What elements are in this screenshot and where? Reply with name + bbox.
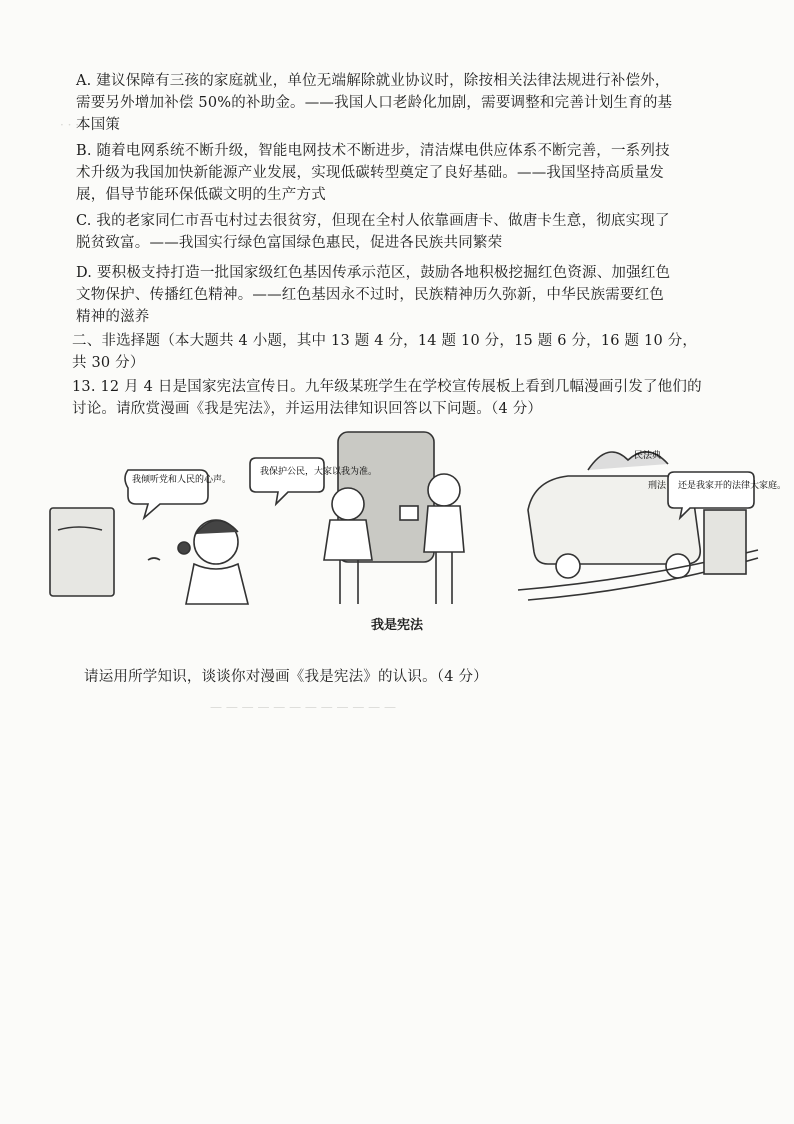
option-c-line-2: 脱贫致富。——我国实行绿色富国绿色惠民，促进各民族共同繁荣 — [76, 235, 503, 251]
bleed-through-lines: — — — — — — — — — — — — — [210, 700, 396, 714]
constitution-book-3 — [704, 510, 746, 574]
bubble-1-text: 我倾听党和人民的心声。 — [132, 475, 232, 485]
constitution-book-1 — [50, 508, 114, 596]
comic-illustration — [48, 430, 787, 610]
option-b-line-3: 展，倡导节能环保低碳文明的生产方式 — [76, 187, 326, 203]
label-civil-code: 民法典 — [634, 451, 662, 461]
option-a-line-3: 本国策 — [76, 117, 121, 133]
option-c-line-1: C. 我的老家同仁市吾屯村过去很贫穷，但现在全村人依靠画唐卡、做唐卡生意，彻底实现了 — [76, 213, 670, 229]
bubble-2-text: 我保护公民，大家以我为准。 — [260, 467, 378, 477]
section-2-heading-line-1: 二、非选择题（本大题共 4 小题，其中 13 题 4 分，14 题 10 分，15 题 6 分，16 题 10 分， — [72, 333, 698, 349]
question-13-line-1: 13. 12 月 4 日是国家宪法宣传日。九年级某班学生在学校宣传展板上看到几幅漫画引发了他们的 — [72, 379, 702, 395]
label-criminal-law: 刑法 — [648, 481, 667, 491]
option-d-line-2: 文物保护、传播红色精神。——红色基因永不过时，民族精神历久弥新，中华民族需要红色 — [76, 287, 664, 303]
option-b-line-2: 术升级为我国加快新能源产业发展，实现低碳转型奠定了良好基础。——我国坚持高质量发 — [76, 165, 664, 181]
option-a-line-2: 需要另外增加补偿 50%的补助金。——我国人口老龄化加剧，需要调整和完善计划生育的基 — [76, 95, 673, 111]
option-a-line-1: A. 建议保障有三孩的家庭就业，单位无端解除就业协议时，除按相关法律法规进行补偿外， — [76, 73, 670, 89]
bubble-3-text: 还是我家开的法律大家庭。 — [678, 481, 787, 491]
bleed-through-text: · · · — [60, 118, 80, 132]
comic-caption: 我是宪法 — [370, 618, 423, 633]
section-2-heading-line-2: 共 30 分） — [72, 355, 145, 371]
speech-bubble-2 — [250, 458, 324, 504]
question-13-line-2: 讨论。请欣赏漫画《我是宪法》，并运用法律知识回答以下问题。（4 分） — [72, 401, 543, 417]
option-d-line-3: 精神的滋养 — [76, 309, 150, 325]
option-d-line-1: D. 要积极支持打造一批国家级红色基因传承示范区，鼓励各地积极挖掘红色资源、加强红色 — [76, 265, 671, 281]
option-b-line-1: B. 随着电网系统不断升级，智能电网技术不断进步，清洁煤电供应体系不断完善，一系列技 — [76, 143, 670, 159]
question-13-prompt: 请运用所学知识，谈谈你对漫画《我是宪法》的认识。（4 分） — [84, 669, 488, 685]
